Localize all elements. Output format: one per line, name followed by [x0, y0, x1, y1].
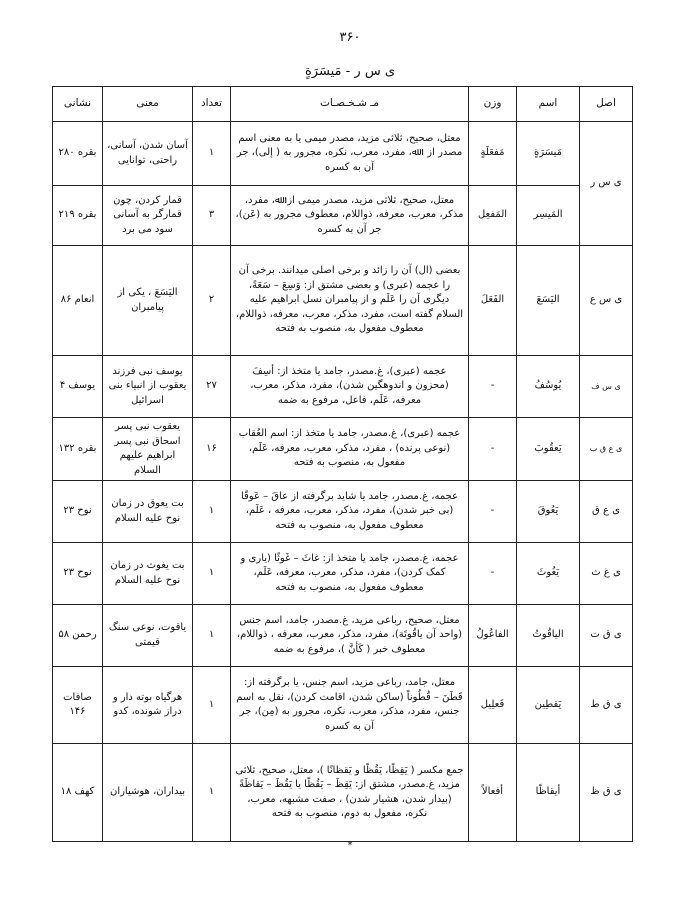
- cell-desc: معتل، جامد، رباعی مزید، اسم جنس، یا برگرفته از: قَطَنَ – قُطُوناً (ساکن شدن، اقامت کردن)، نقل به اسم جنس، مفرد، مذکر، معرب، نکره، مجرور به (مِن)، جر آن به کسره: [231, 667, 469, 744]
- header-count: تعداد: [193, 87, 231, 122]
- cell-ism: المَیسِر: [517, 186, 580, 246]
- header-asl: اصل: [580, 87, 633, 122]
- cell-root: ی غ ث: [580, 543, 633, 605]
- cell-count: ۱: [193, 744, 231, 842]
- table-row: [53, 186, 633, 246]
- lexicon-table: [52, 86, 633, 842]
- cell-wazn: -: [469, 481, 517, 543]
- cell-count: ۱: [193, 667, 231, 744]
- cell-wazn: -: [469, 356, 517, 418]
- cell-meaning: بت یعوق در زمان نوح علیه السلام: [103, 481, 193, 543]
- cell-root: ی ق ط: [580, 667, 633, 744]
- cell-desc: معتل، صحیح، رباعی مزید، غ.مصدر، جامد، اسم جنس (واحد آن یاقُوتَة)، مفرد، مذکر، معرب، معرفه ، ذواللام، معطوف خبر ( کَأنَّ )، مرفوع به ضمه: [231, 605, 469, 667]
- cell-desc: معتل، صحیح، ثلاثی مزید، مصدر میمی یا به معنی اسم مصدر از : ﷲ، مفرد، معرب، نکره، مجرور به ( إلی)، جر آن به کسره: [231, 122, 469, 186]
- header-ref: نشانی: [53, 87, 103, 122]
- cell-desc: بعضی (ال) آن را زائد و برخی اصلی میدانند. برخی آن را عجمه (عبری) و بعضی مشتق از: وَسِعَ – سَعَةً، دیگری آن را عَلَم و از پیامبران نسل ابراهیم علیه السلام گفته است، مفرد، مذکر، معرب، معرفه، ذواللام، معطوف مفعول به، منصوب به فتحه: [231, 246, 469, 356]
- cell-count: ۲: [193, 246, 231, 356]
- cell-wazn: فَعلِیل: [469, 667, 517, 744]
- cell-ism: یَعُوقَ: [517, 481, 580, 543]
- cell-meaning: یاقوت، نوعی سنگ قیمتی: [103, 605, 193, 667]
- cell-count: ۱: [193, 605, 231, 667]
- cell-ref: نوح ۲۳: [53, 543, 103, 605]
- cell-root: ی س ع: [580, 246, 633, 356]
- header-row: [53, 87, 633, 122]
- header-desc: مـ شـخـصـات: [231, 87, 469, 122]
- cell-count: ۱۶: [193, 418, 231, 481]
- cell-ism: یُوسُفُ: [517, 356, 580, 418]
- cell-wazn: مَفعَلَةٍ: [469, 122, 517, 186]
- cell-ism: أیقاظًا: [517, 744, 580, 842]
- table-row: [53, 481, 633, 543]
- cell-desc: معتل، صحیح، ثلاثی مزید، مصدر میمی از: ﷲ، مفرد، مذکر، معرب، معرفه، ذواللام، معطوف مجرور به (عَن)، جر آن به کسره: [231, 186, 469, 246]
- footnote-marker: *: [347, 840, 353, 851]
- cell-root: ی س ف: [580, 356, 633, 418]
- cell-desc: عجمه (عبری)، غ.مصدر، جامد یا متخذ از: اسم العُقاب (نوعی پرنده) ، مفرد، مذکر، معرب، معرفه، عَلَم، مفعول به، منصوب به فتحه: [231, 418, 469, 481]
- cell-wazn: -: [469, 418, 517, 481]
- cell-meaning: آسان شدن، آسانی، راحتی، توانایی: [103, 122, 193, 186]
- cell-ref: کهف ۱۸: [53, 744, 103, 842]
- cell-meaning: قمار کردن، چون قمارگر به آسانی سود می برد: [103, 186, 193, 246]
- table-row: [53, 605, 633, 667]
- header-meaning: معنی: [103, 87, 193, 122]
- cell-desc: عجمه، غ.مصدر، جامد یا شاید برگرفته از عاقَ – عَوقًا (بی خبر شدن)، مفرد، مذکر، معرب، معرفه ، عَلَم، معطوف مفعول به، منصوب به فتحه: [231, 481, 469, 543]
- table-row: [53, 122, 633, 186]
- cell-ref: بقره ۱۳۲: [53, 418, 103, 481]
- header-ism: اسم: [517, 87, 580, 122]
- cell-meaning: بت یغوث در زمان نوح علیه السلام: [103, 543, 193, 605]
- table-row: [53, 744, 633, 842]
- cell-count: ۲۷: [193, 356, 231, 418]
- cell-wazn: أفعالاً: [469, 744, 517, 842]
- root-title: ی س ر - مَیسَرَةٍ: [304, 64, 395, 79]
- cell-count: ۱: [193, 543, 231, 605]
- cell-ism: یَقطِین: [517, 667, 580, 744]
- cell-root: ی ق ت: [580, 605, 633, 667]
- cell-count: ۱: [193, 122, 231, 186]
- cell-root: ی ع ق: [580, 481, 633, 543]
- cell-wazn: الفاعُولُ: [469, 605, 517, 667]
- cell-wazn: -: [469, 543, 517, 605]
- cell-meaning: هرگیاه بوته دار و دراز شونده، کدو: [103, 667, 193, 744]
- cell-ref: رحمن ۵۸: [53, 605, 103, 667]
- cell-meaning: الیَسَعَ ، یکی از پیامبران: [103, 246, 193, 356]
- cell-ref: بقره ۲۸۰: [53, 122, 103, 186]
- cell-count: ۱: [193, 481, 231, 543]
- cell-ref: نوح ۲۳: [53, 481, 103, 543]
- cell-ism: یَعقُوبَ: [517, 418, 580, 481]
- cell-count: ۳: [193, 186, 231, 246]
- cell-ref: یوسف ۴: [53, 356, 103, 418]
- header-wazn: وزن: [469, 87, 517, 122]
- table-row: [53, 418, 633, 481]
- cell-ism: مَیسَرَةٍ: [517, 122, 580, 186]
- cell-meaning: یوسف نبی فرزند یعقوب از انبیاء بنی اسرائیل: [103, 356, 193, 418]
- cell-desc: عجمه، غ.مصدر، جامد یا متخذ از: غاثَ – غَوثًا (یاری و کمک کردن)، مفرد، مذکر، معرب، معرفه، عَلَم، معطوف مفعول به، منصوب به فتحه: [231, 543, 469, 605]
- cell-meaning: بیداران، هوشیاران: [103, 744, 193, 842]
- cell-ism: یَغُوثَ: [517, 543, 580, 605]
- cell-wazn: الفَعَلَ: [469, 246, 517, 356]
- cell-ref: انعام ۸۶: [53, 246, 103, 356]
- cell-ref: صافات ۱۴۶: [53, 667, 103, 744]
- table-row: [53, 356, 633, 418]
- cell-root: ی ق ظ: [580, 744, 633, 842]
- cell-meaning: یعقوب نبی پسر اسحاق نبی پسر ابراهیم علیهم السلام: [103, 418, 193, 481]
- cell-wazn: المَفعِل: [469, 186, 517, 246]
- cell-desc: عجمه (عبری)، غ.مصدر، جامد یا متخذ از: أسِفَ (محزون و اندوهگین شدن)، مفرد، مذکر، معرب، معرفه، عَلَم، فاعل، مرفوع به ضمه: [231, 356, 469, 418]
- table-row: [53, 246, 633, 356]
- cell-root: ی س ر: [580, 122, 633, 246]
- table-row: [53, 543, 633, 605]
- cell-ism: الیَسَعَ: [517, 246, 580, 356]
- table-row: [53, 667, 633, 744]
- page-number: ۳۶۰: [339, 30, 361, 45]
- cell-ref: بقره ۲۱۹: [53, 186, 103, 246]
- cell-ism: الیاقُوتُ: [517, 605, 580, 667]
- cell-root: ی ع ق ب: [580, 418, 633, 481]
- cell-desc: جمع مکسر ( یَقِظًا، یَقُظًا و یَقظانًا )، معتل، صحیح، ثلاثی مزید، غ.مصدر، مشتق از: یَقِظَ – یَقُظًا یا یَقُظَ – یَقاظَةً (بیدار شدن، هشیار شدن) ، صفت مشبهه، معرب، نکره، مفعول به دوم، منصوب به فتحه: [231, 744, 469, 842]
